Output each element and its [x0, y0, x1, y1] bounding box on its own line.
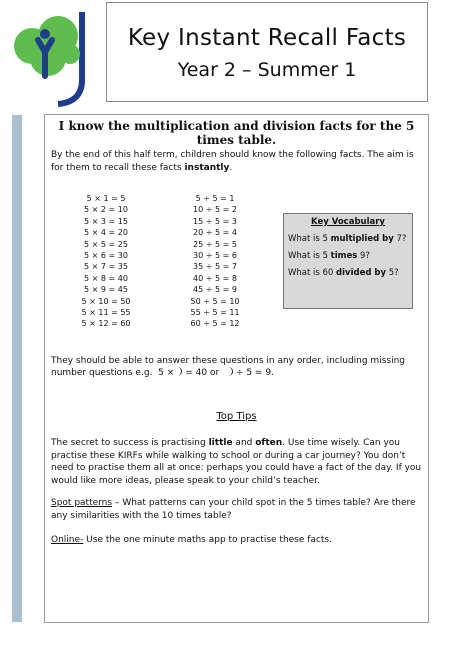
intro-text [51, 149, 419, 174]
school-logo [8, 6, 98, 108]
intro-emphasis: instantly [184, 162, 230, 173]
tips-paragraph [51, 437, 423, 487]
vocabulary-line [288, 251, 412, 261]
tips-emphasis: little [208, 438, 233, 448]
multiplication-fact: 5 × 11 = 55 [81, 308, 131, 318]
multiplication-facts [71, 193, 141, 330]
online-paragraph [51, 534, 421, 547]
division-fact: 5 ÷ 5 = 1 [195, 194, 235, 203]
division-fact: 35 ÷ 5 = 7 [193, 262, 237, 272]
division-fact: 50 ÷ 5 = 10 [190, 296, 240, 306]
multiplication-fact: 5 × 10 = 50 [81, 296, 131, 306]
section-heading: I know the multiplication and division facts for the 5 times table. [58, 119, 415, 147]
top-tips-heading: Top Tips [216, 411, 257, 422]
tips-text: and [232, 438, 256, 448]
tips-emphasis: often [255, 438, 283, 448]
online-text: Use the one minute maths app to practise these facts. [83, 535, 332, 545]
division-facts [180, 193, 250, 330]
multiplication-fact: 5 × 8 = 40 [84, 273, 128, 283]
vocab-text: What is 60 [288, 268, 337, 278]
page-title: Key Instant Recall Facts [127, 25, 407, 51]
answer-text: They should be able to answer these questions in any order, including missing number questions e.g. [51, 356, 405, 378]
multiplication-fact: 5 × 9 = 45 [84, 285, 128, 295]
vocabulary-line [288, 234, 412, 244]
vocab-keyword: divided by [336, 268, 387, 278]
spot-patterns-label: Spot patterns [51, 498, 113, 508]
division-fact: 40 ÷ 5 = 8 [193, 273, 237, 283]
tips-text: The secret to success is practising [51, 438, 209, 448]
multiplication-fact: 5 × 3 = 15 [84, 216, 128, 226]
missing-number-icon [226, 367, 233, 376]
spot-patterns-paragraph [51, 497, 421, 522]
multiplication-fact: 5 × 7 = 35 [84, 262, 128, 272]
division-fact: 15 ÷ 5 = 3 [193, 216, 237, 226]
tips-text: . Use time wisely. Can you practise these KIRFs while walking to school or during a car journey? You don’t need to practise them all at once: perhaps you could have a fact of the day. If you would like more ideas, please speak to your child’s teacher. [51, 438, 422, 486]
example-equation: = 40 or [185, 368, 220, 378]
missing-number-icon [175, 367, 182, 376]
multiplication-fact: 5 × 5 = 25 [84, 239, 128, 249]
intro-body: By the end of this half term, children should know the following facts. The aim is for them to recall these facts [51, 150, 414, 173]
division-fact: 45 ÷ 5 = 9 [193, 285, 237, 295]
vocab-text: 9? [357, 251, 370, 261]
example-equation: ÷ 5 = 9. [235, 368, 274, 378]
vocabulary-title: Key Vocabulary [311, 217, 385, 227]
intro-end: . [229, 162, 233, 173]
vocab-text: 5? [386, 268, 399, 278]
key-vocabulary-box [283, 213, 413, 309]
page-subtitle: Year 2 – Summer 1 [177, 59, 357, 81]
vocab-keyword: times [330, 251, 358, 261]
multiplication-fact: 5 × 4 = 20 [84, 228, 128, 238]
vocab-text: What is 5 [288, 234, 331, 244]
vocab-text: 7? [393, 234, 407, 244]
vocabulary-line [288, 268, 412, 278]
division-fact: 60 ÷ 5 = 12 [190, 319, 240, 329]
vocab-text: What is 5 [288, 251, 331, 261]
content-panel [44, 114, 429, 623]
multiplication-fact: 5 × 6 = 30 [84, 251, 128, 261]
example-equation: 5 × [158, 368, 175, 378]
side-accent-bar [12, 115, 22, 622]
answer-paragraph [51, 355, 421, 379]
multiplication-fact: 5 × 2 = 10 [84, 205, 128, 215]
division-fact: 20 ÷ 5 = 4 [193, 228, 237, 238]
multiplication-fact: 5 × 1 = 5 [86, 194, 126, 203]
online-label: Online- [51, 535, 84, 545]
spot-patterns-text: – What patterns can your child spot in the 5 times table? Are there any similarities with the 10 times table? [51, 498, 416, 521]
title-box [106, 2, 428, 102]
division-fact: 10 ÷ 5 = 2 [193, 205, 237, 215]
multiplication-fact: 5 × 12 = 60 [81, 319, 131, 329]
vocab-keyword: multiplied by [330, 234, 394, 244]
division-fact: 30 ÷ 5 = 6 [193, 251, 237, 261]
division-fact: 25 ÷ 5 = 5 [193, 239, 237, 249]
division-fact: 55 ÷ 5 = 11 [190, 308, 240, 318]
